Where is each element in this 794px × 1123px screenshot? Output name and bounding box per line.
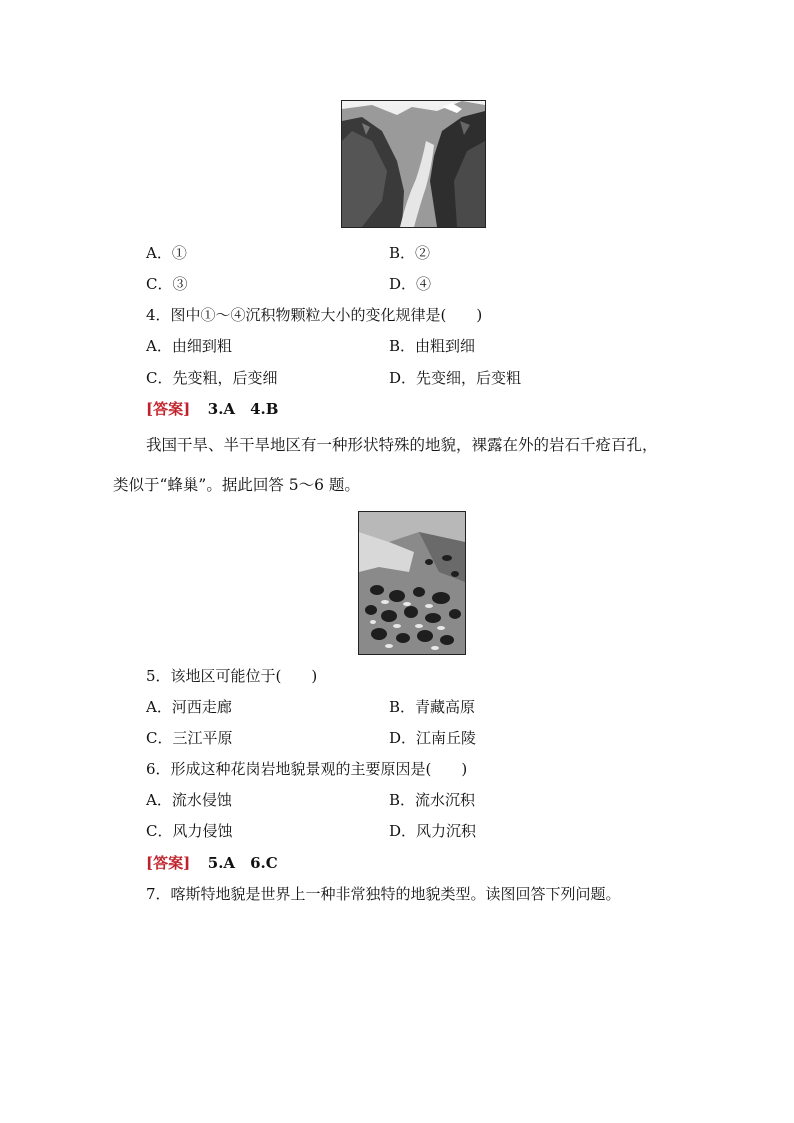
answer-5-6	[146, 853, 278, 873]
q6-stem: 6．形成这种花岗岩地貌景观的主要原因是( )	[146, 760, 468, 778]
q4-option-b: B．由粗到细	[389, 337, 476, 355]
intro-line-2: 类似于“蜂巢”。据此回答 5～6 题。	[113, 476, 360, 494]
answer-text: 3.A 4.B	[207, 400, 279, 418]
answer-tag: [答案]	[146, 854, 191, 872]
honeycomb-rock-image	[359, 512, 465, 654]
q6-option-a: A．流水侵蚀	[146, 791, 232, 809]
q5-option-b: B．青藏高原	[389, 698, 476, 716]
q3-option-c: C．③	[146, 275, 188, 293]
q4-stem: 4．图中①～④沉积物颗粒大小的变化规律是( )	[146, 306, 483, 324]
q3-option-b: B．②	[389, 244, 431, 262]
q3-option-d: D．④	[389, 275, 432, 293]
honeycomb-rock-photo	[358, 511, 466, 655]
q4-option-a: A．由细到粗	[146, 337, 232, 355]
q5-stem: 5．该地区可能位于( )	[146, 667, 318, 685]
river-valley-image	[342, 101, 485, 227]
answer-text: 5.A 6.C	[207, 854, 278, 872]
answer-3-4	[146, 399, 278, 419]
q3-option-a: A．①	[146, 244, 187, 262]
q4-option-c: C．先变粗，后变细	[146, 369, 278, 387]
q5-option-c: C．三江平原	[146, 729, 233, 747]
intro-line-1: 我国干旱、半干旱地区有一种形状特殊的地貌，裸露在外的岩石千疮百孔，	[146, 436, 658, 454]
q6-option-d: D．风力沉积	[389, 822, 477, 840]
river-valley-photo	[341, 100, 486, 228]
q7-stem: 7．喀斯特地貌是世界上一种非常独特的地貌类型。读图回答下列问题。	[146, 885, 621, 903]
q4-option-d: D．先变细，后变粗	[389, 369, 522, 387]
q6-option-b: B．流水沉积	[389, 791, 476, 809]
answer-tag: [答案]	[146, 400, 191, 418]
q5-option-a: A．河西走廊	[146, 698, 232, 716]
q6-option-c: C．风力侵蚀	[146, 822, 233, 840]
q5-option-d: D．江南丘陵	[389, 729, 477, 747]
